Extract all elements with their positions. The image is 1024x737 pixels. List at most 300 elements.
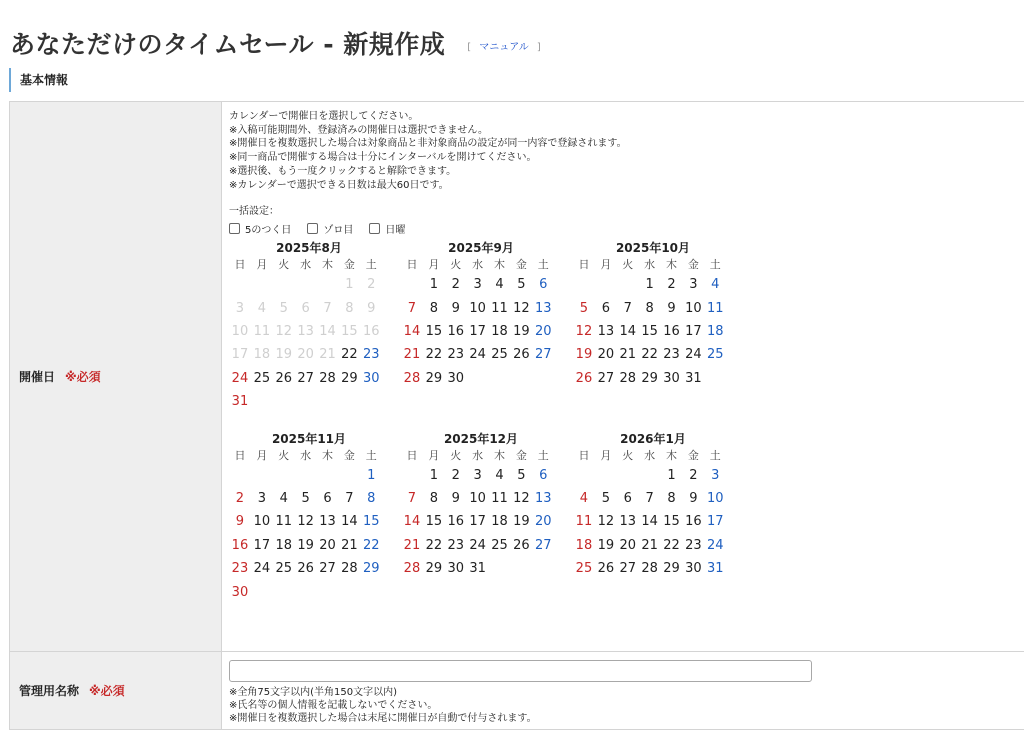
dates-note: ※選択後、もう一度クリックすると解除できます。	[229, 165, 457, 177]
calendar-day[interactable]: 15	[663, 514, 680, 530]
manual-link-wrapper	[467, 38, 540, 53]
weekday-label: 金	[687, 258, 699, 272]
calendar-blank	[251, 464, 273, 487]
weekday-label: 日	[234, 448, 246, 462]
calendar-day[interactable]: 1	[429, 467, 438, 483]
calendar-day[interactable]: 30	[663, 370, 680, 386]
calendar-day[interactable]: 30	[447, 561, 464, 577]
weekday-label: 月	[428, 448, 440, 462]
calendar-days	[573, 273, 733, 390]
weekday-label: 水	[472, 258, 484, 272]
calendar-day[interactable]: 27	[297, 370, 314, 386]
calendar-day[interactable]: 23	[447, 347, 464, 363]
calendar-day[interactable]: 10	[253, 514, 271, 530]
calendar-day[interactable]: 29	[363, 561, 380, 577]
weekday-label: 金	[343, 258, 355, 272]
name-input-cell	[222, 652, 1024, 730]
calendar-day[interactable]: 9	[689, 490, 698, 506]
calendar-day[interactable]: 11	[275, 514, 292, 530]
calendar-day[interactable]: 7	[623, 300, 632, 316]
calendar-day[interactable]: 25	[575, 561, 593, 577]
dates-note: カレンダーで開催日を選択してください。	[229, 111, 419, 122]
calendar-day[interactable]: 24	[469, 537, 486, 553]
calendar-day: 13	[297, 324, 314, 339]
calendar-day[interactable]: 20	[535, 514, 552, 530]
calendar-day[interactable]: 8	[667, 490, 676, 506]
weekday-label: 土	[537, 448, 549, 462]
calendar-blank	[273, 464, 295, 487]
calendar-day[interactable]: 15	[363, 514, 380, 530]
calendar-day[interactable]: 20	[319, 537, 336, 553]
calendar-day[interactable]: 10	[685, 300, 702, 316]
manual-link[interactable]: マニュアル	[479, 42, 529, 53]
calendar-day[interactable]: 3	[257, 490, 266, 506]
weekday-label: 金	[343, 448, 355, 462]
weekday-label: 火	[278, 258, 290, 272]
checkbox[interactable]	[307, 223, 318, 234]
bulk-option-label: 5のつく日	[245, 224, 292, 236]
calendar-blank	[595, 464, 617, 487]
calendar-day[interactable]: 26	[297, 561, 314, 577]
calendar-day[interactable]: 5	[517, 277, 526, 293]
calendar-blank	[251, 273, 273, 296]
calendar-day: 10	[231, 324, 249, 339]
calendar-day[interactable]: 22	[425, 537, 443, 553]
calendar-day[interactable]: 22	[663, 537, 680, 553]
checkbox[interactable]	[369, 223, 380, 234]
form-table	[9, 101, 1024, 730]
calendar-days	[573, 464, 733, 581]
calendar-day: 12	[275, 324, 292, 339]
calendar-day[interactable]: 25	[491, 347, 508, 363]
calendar-day[interactable]: 21	[403, 347, 421, 363]
bulk-option-repdigit[interactable]	[307, 221, 353, 236]
weekday-label: 土	[365, 448, 377, 462]
calendar-day[interactable]: 29	[425, 561, 443, 577]
calendar-day[interactable]: 14	[641, 514, 658, 530]
calendar-weekdays	[229, 257, 389, 273]
calendar-day[interactable]: 26	[597, 561, 615, 577]
weekday-label: 土	[709, 258, 721, 272]
calendar-day[interactable]: 21	[403, 537, 421, 553]
calendar-day[interactable]: 19	[297, 537, 314, 553]
manual-bracket-open: [	[467, 42, 472, 53]
calendar-day[interactable]: 1	[645, 277, 654, 293]
calendar-day[interactable]: 31	[231, 394, 249, 410]
calendar-day[interactable]: 7	[407, 300, 417, 316]
calendar-day[interactable]: 14	[403, 514, 421, 530]
calendar-day[interactable]: 13	[535, 300, 552, 316]
calendar-day[interactable]: 29	[663, 561, 680, 577]
calendar-day[interactable]: 12	[597, 514, 615, 530]
calendar-day[interactable]: 5	[579, 300, 589, 316]
calendar-blank	[317, 464, 339, 487]
calendar-day[interactable]: 18	[491, 324, 508, 339]
calendar-blank	[617, 273, 639, 296]
calendar-day[interactable]: 1	[667, 467, 676, 483]
name-note: ※開催日を複数選択した場合は末尾に開催日が自動で付与されます。	[229, 713, 537, 725]
calendar-day[interactable]: 23	[685, 537, 702, 553]
calendar-day[interactable]: 23	[231, 561, 249, 577]
calendar-day[interactable]: 20	[619, 537, 636, 553]
calendar-day[interactable]: 6	[323, 490, 332, 506]
calendar-day[interactable]: 27	[535, 347, 552, 363]
weekday-label: 水	[300, 448, 312, 462]
calendar-day[interactable]: 9	[451, 300, 460, 316]
calendar-day[interactable]: 18	[707, 324, 724, 339]
calendar-days	[401, 464, 561, 581]
calendar-month	[573, 240, 733, 413]
weekday-label: 水	[644, 448, 656, 462]
calendar-day[interactable]: 29	[341, 370, 358, 386]
calendar-day[interactable]: 24	[685, 347, 702, 363]
calendar-month	[229, 431, 389, 604]
management-name-input[interactable]	[229, 660, 812, 682]
calendar-day: 20	[297, 347, 314, 363]
calendar-day[interactable]: 26	[575, 370, 593, 386]
calendar-day[interactable]: 19	[513, 514, 530, 530]
calendar-day[interactable]: 14	[619, 324, 636, 339]
calendar-day[interactable]: 24	[707, 537, 724, 553]
calendar-day[interactable]: 7	[407, 490, 417, 506]
calendar-blank	[229, 464, 251, 487]
calendar-day[interactable]: 25	[491, 537, 508, 553]
weekday-label: 金	[687, 448, 699, 462]
calendar-day[interactable]: 4	[495, 467, 504, 483]
calendar-day[interactable]: 26	[513, 537, 530, 553]
calendar-day[interactable]: 1	[429, 277, 438, 293]
calendar-day[interactable]: 26	[513, 347, 530, 363]
calendar-day[interactable]: 14	[341, 514, 358, 530]
weekday-label: 木	[494, 448, 505, 462]
weekday-label: 金	[515, 258, 527, 272]
weekday-label: 水	[472, 448, 484, 462]
weekday-label: 月	[600, 258, 612, 272]
calendar-month-title: 2025年9月	[448, 241, 514, 256]
calendar-day[interactable]: 12	[513, 490, 530, 506]
calendar-days	[229, 273, 389, 413]
calendar-month-title: 2025年12月	[443, 431, 519, 446]
calendar-blank	[401, 464, 423, 487]
calendar-day[interactable]: 29	[425, 370, 443, 386]
calendar-blank	[273, 273, 295, 296]
calendar-day[interactable]: 28	[641, 561, 658, 577]
calendar-day[interactable]: 14	[403, 324, 421, 339]
calendar-day[interactable]: 10	[707, 490, 724, 506]
calendar-month	[401, 240, 561, 413]
calendar-day: 17	[231, 347, 249, 363]
calendar-day[interactable]: 6	[623, 490, 632, 506]
calendar-day[interactable]: 4	[711, 277, 720, 293]
calendar-day[interactable]: 15	[425, 514, 443, 530]
calendar-blank	[317, 273, 339, 296]
calendar-day[interactable]: 10	[469, 490, 486, 506]
dates-note: ※開催日を複数選択した場合は対象商品と非対象商品の設定が同一内容で登録されます。	[229, 138, 627, 150]
name-row	[10, 652, 1024, 730]
calendar-day[interactable]: 21	[641, 537, 658, 553]
calendar-day[interactable]: 6	[601, 300, 610, 316]
calendar-day[interactable]: 28	[341, 561, 358, 577]
calendar-day[interactable]: 19	[597, 537, 615, 553]
name-label-cell	[10, 652, 222, 730]
calendar-blank	[617, 464, 639, 487]
calendar-day[interactable]: 12	[513, 300, 530, 316]
weekday-label: 月	[256, 448, 268, 462]
calendar-blank	[595, 273, 617, 296]
calendar-day[interactable]: 15	[641, 324, 658, 339]
weekday-label: 日	[406, 258, 418, 272]
calendar-day[interactable]: 13	[619, 514, 636, 530]
calendar-day[interactable]: 19	[513, 324, 530, 339]
bulk-option-label: ゾロ目	[323, 224, 354, 236]
section-title: 基本情報	[9, 68, 68, 92]
name-notes	[229, 686, 1024, 726]
calendar-day[interactable]: 27	[597, 370, 615, 386]
weekday-label: 火	[450, 258, 462, 272]
calendar-day[interactable]: 6	[539, 277, 548, 293]
calendar-blank	[573, 273, 595, 296]
calendar-day: 14	[319, 324, 336, 339]
calendar-day[interactable]: 7	[645, 490, 654, 506]
calendar-blank	[573, 464, 595, 487]
calendar-day[interactable]: 13	[597, 324, 615, 339]
calendar-day[interactable]: 16	[231, 537, 249, 553]
calendar-month	[573, 431, 733, 604]
weekday-label: 金	[515, 448, 527, 462]
calendar-day[interactable]: 28	[319, 370, 336, 386]
calendar-day[interactable]: 13	[535, 490, 552, 506]
calendar-day[interactable]: 3	[473, 277, 482, 293]
calendar-weekdays	[573, 257, 733, 273]
calendar-day[interactable]: 20	[597, 347, 615, 363]
calendar-day[interactable]: 27	[535, 537, 552, 553]
calendar-day[interactable]: 30	[447, 370, 464, 386]
calendar-day[interactable]: 3	[689, 277, 698, 293]
calendar-blank	[295, 464, 317, 487]
weekday-label: 土	[365, 258, 377, 272]
weekday-label: 木	[322, 258, 333, 272]
calendar-day[interactable]: 28	[403, 561, 421, 577]
calendar-day[interactable]: 17	[469, 324, 486, 339]
calendar-day[interactable]: 22	[341, 347, 358, 363]
calendar-day[interactable]: 28	[619, 370, 636, 386]
calendar-day: 6	[301, 300, 310, 316]
calendar-day[interactable]: 17	[253, 537, 271, 553]
calendar-day[interactable]: 12	[297, 514, 314, 530]
calendar-day[interactable]: 11	[707, 300, 724, 316]
calendar-day[interactable]: 18	[575, 537, 593, 553]
calendar-day[interactable]: 8	[429, 490, 438, 506]
calendar-day[interactable]: 5	[301, 490, 310, 506]
calendar-day[interactable]: 1	[367, 467, 376, 483]
calendar-day[interactable]: 31	[469, 561, 486, 577]
calendar-day[interactable]: 4	[495, 277, 504, 293]
calendar-day: 16	[363, 324, 380, 339]
calendar-day[interactable]: 17	[469, 514, 486, 530]
calendar-day[interactable]: 7	[345, 490, 354, 506]
calendar-day[interactable]: 16	[663, 324, 680, 339]
calendar-day[interactable]: 2	[235, 490, 245, 506]
calendar-day[interactable]: 5	[601, 490, 610, 506]
weekday-label: 水	[300, 258, 312, 272]
calendar-day[interactable]: 9	[667, 300, 676, 316]
calendar-day[interactable]: 8	[429, 300, 438, 316]
calendar-day[interactable]: 4	[579, 490, 589, 506]
calendar-day[interactable]: 31	[707, 561, 724, 577]
calendar-day[interactable]: 27	[319, 561, 336, 577]
calendar-day[interactable]: 30	[363, 370, 380, 386]
calendar-day: 1	[345, 277, 354, 293]
calendar-month-title: 2025年10月	[615, 241, 691, 256]
name-note: ※氏名等の個人情報を記載しないでください。	[229, 699, 438, 711]
calendar-day[interactable]: 16	[685, 514, 702, 530]
weekday-label: 日	[406, 448, 418, 462]
calendar-day[interactable]: 17	[685, 324, 702, 339]
dates-input-cell	[222, 102, 1024, 652]
calendar-days	[401, 273, 561, 390]
calendar-day: 2	[367, 277, 376, 293]
calendar-day[interactable]: 29	[641, 370, 658, 386]
calendar-day: 18	[253, 347, 271, 363]
weekday-label: 木	[666, 258, 677, 272]
calendar-day: 15	[341, 324, 358, 339]
calendar-day[interactable]: 6	[539, 467, 548, 483]
calendar-day: 7	[323, 300, 332, 316]
calendar-month-title: 2026年1月	[620, 431, 686, 446]
calendar-day: 5	[279, 300, 288, 316]
calendar-day[interactable]: 3	[711, 467, 720, 483]
calendar-weekdays	[401, 257, 561, 273]
calendar-day[interactable]: 21	[619, 347, 636, 363]
calendar-day[interactable]: 17	[707, 514, 724, 530]
page-title: あなただけのタイムセール - 新規作成	[10, 30, 446, 59]
bulk-setting-options	[229, 220, 1024, 236]
calendar-day[interactable]: 20	[535, 324, 552, 339]
calendar-day[interactable]: 22	[363, 537, 380, 553]
calendar-day[interactable]: 30	[231, 584, 249, 600]
calendar-day[interactable]: 21	[341, 537, 358, 553]
weekday-label: 日	[578, 448, 590, 462]
checkbox[interactable]	[229, 223, 240, 234]
calendar-day[interactable]: 24	[231, 370, 249, 386]
calendar-day[interactable]: 23	[447, 537, 464, 553]
calendar-blank	[229, 273, 251, 296]
calendar-day[interactable]: 12	[575, 324, 593, 339]
calendar-day[interactable]: 28	[403, 370, 421, 386]
bulk-option-sunday[interactable]	[369, 221, 405, 236]
calendar-day: 9	[367, 300, 376, 316]
dates-row	[10, 102, 1024, 652]
weekday-label: 土	[709, 448, 721, 462]
weekday-label: 木	[666, 448, 677, 462]
calendar-day[interactable]: 15	[425, 324, 443, 339]
calendar-blank	[338, 464, 360, 487]
calendar-weekdays	[573, 448, 733, 464]
page-header	[10, 22, 541, 62]
weekday-label: 土	[537, 258, 549, 272]
calendar-day[interactable]: 31	[685, 370, 702, 386]
calendar-month-title: 2025年8月	[276, 241, 342, 256]
calendar-day[interactable]: 25	[707, 347, 724, 363]
calendar-day[interactable]: 2	[451, 467, 460, 483]
calendar-blank	[639, 464, 661, 487]
dates-note: ※入稿可能期間外、登録済みの開催日は選択できません。	[229, 124, 488, 136]
calendar-day: 4	[257, 300, 266, 316]
calendar-day[interactable]: 16	[447, 324, 464, 339]
dates-note: ※同一商品で開催する場合は十分にインターバルを開けてください。	[229, 152, 537, 164]
name-note: ※全角75文字以内(半角150文字以内)	[229, 686, 397, 698]
calendar-day[interactable]: 2	[689, 467, 698, 483]
calendar-day[interactable]: 25	[275, 561, 292, 577]
calendar-day[interactable]: 18	[491, 514, 508, 530]
calendar-grid	[229, 240, 1024, 604]
weekday-label: 水	[644, 258, 656, 272]
calendar-day[interactable]: 8	[645, 300, 654, 316]
dates-notes	[229, 110, 1024, 192]
weekday-label: 月	[256, 258, 268, 272]
bulk-setting-title: 一括設定：	[229, 206, 279, 218]
calendar-day[interactable]: 11	[491, 300, 508, 316]
calendar-day[interactable]: 25	[253, 370, 271, 386]
bulk-option-label: 日曜	[385, 224, 406, 236]
required-badge: ※必須	[65, 370, 101, 384]
calendar-day[interactable]: 16	[447, 514, 464, 530]
name-label: 管理用名称	[19, 684, 80, 698]
calendar-day[interactable]: 11	[575, 514, 593, 530]
weekday-label: 火	[450, 448, 462, 462]
dates-label: 開催日	[19, 370, 56, 384]
manual-bracket-close: ]	[536, 42, 541, 53]
weekday-label: 火	[278, 448, 290, 462]
calendar-day[interactable]: 24	[469, 347, 486, 363]
weekday-label: 火	[622, 258, 634, 272]
calendar-day[interactable]: 23	[363, 347, 380, 363]
calendar-day[interactable]: 19	[575, 347, 593, 363]
calendar-day[interactable]: 27	[619, 561, 636, 577]
calendar-day[interactable]: 26	[275, 370, 292, 386]
calendar-weekdays	[401, 448, 561, 464]
required-badge: ※必須	[89, 684, 125, 698]
calendar-day[interactable]: 5	[517, 467, 526, 483]
calendar-day[interactable]: 23	[663, 347, 680, 363]
calendar-day[interactable]: 22	[641, 347, 658, 363]
calendar-day: 3	[235, 300, 245, 316]
calendar-day[interactable]: 13	[319, 514, 336, 530]
calendar-day[interactable]: 4	[279, 490, 288, 506]
calendar-month	[229, 240, 389, 413]
calendar-day[interactable]: 10	[469, 300, 486, 316]
bulk-option-five-days[interactable]	[229, 221, 291, 236]
calendar-day[interactable]: 8	[367, 490, 376, 506]
calendar-day: 19	[275, 347, 292, 363]
calendar-blank	[401, 273, 423, 296]
weekday-label: 火	[622, 448, 634, 462]
calendar-day[interactable]: 2	[667, 277, 676, 293]
calendar-day[interactable]: 18	[275, 537, 292, 553]
calendar-day[interactable]: 2	[451, 277, 460, 293]
calendar-day[interactable]: 22	[425, 347, 443, 363]
calendar-day[interactable]: 24	[253, 561, 271, 577]
calendar-day[interactable]: 9	[235, 514, 245, 530]
calendar-day[interactable]: 30	[685, 561, 702, 577]
calendar-day[interactable]: 3	[473, 467, 482, 483]
calendar-month-title: 2025年11月	[271, 431, 347, 446]
weekday-label: 日	[234, 258, 246, 272]
weekday-label: 月	[600, 448, 612, 462]
calendar-day: 8	[345, 300, 354, 316]
calendar-day[interactable]: 11	[491, 490, 508, 506]
calendar-day[interactable]: 9	[451, 490, 460, 506]
